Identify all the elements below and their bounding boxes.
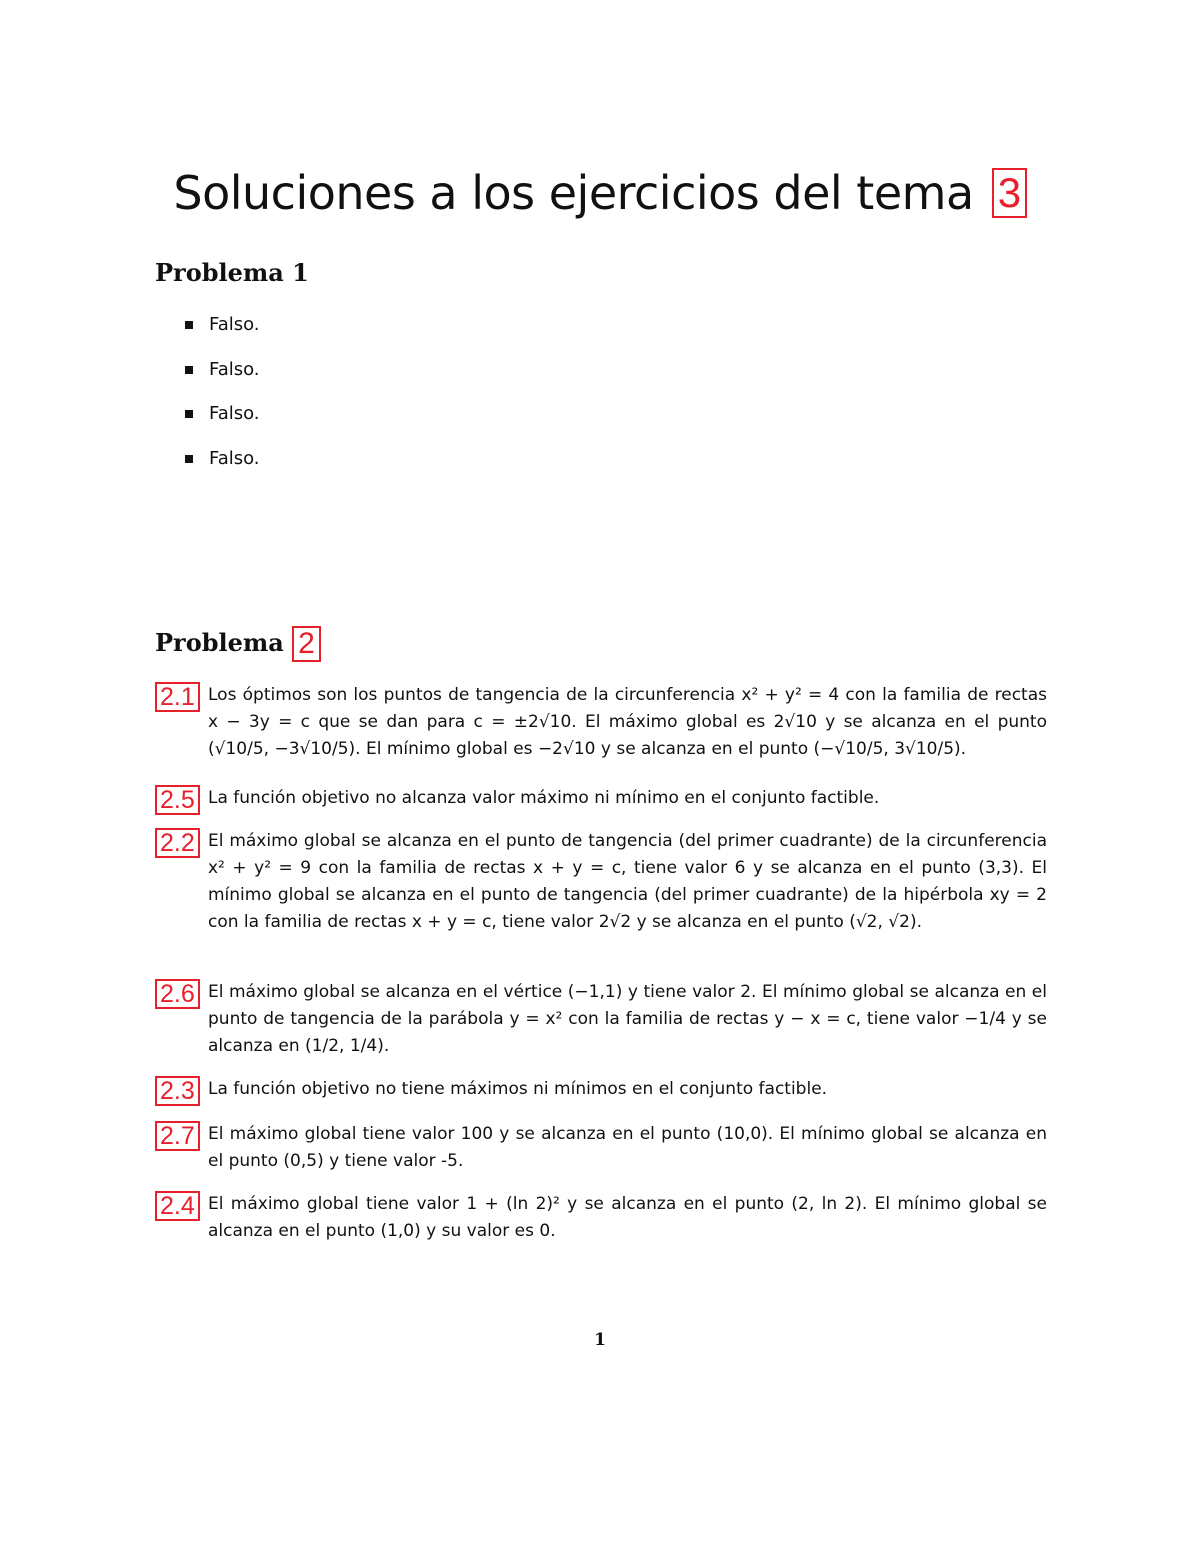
title-text: Soluciones a los ejercicios del tema bbox=[173, 166, 974, 220]
solution-item bbox=[155, 828, 1047, 936]
page-title bbox=[0, 166, 1200, 220]
bullet-square-icon bbox=[185, 410, 193, 418]
problem2-heading: Problema 2 bbox=[155, 626, 321, 662]
list-item: Falso. bbox=[185, 357, 260, 402]
solution-text: La función objetivo no alcanza valor máximo ni mínimo en el conjunto factible. bbox=[208, 788, 880, 808]
solution-text: La función objetivo no tiene máximos ni mínimos en el conjunto factible. bbox=[208, 1079, 828, 1099]
problem2-ref-link[interactable]: 2 bbox=[292, 626, 321, 662]
solution-item bbox=[155, 1121, 1047, 1175]
bullet-square-icon bbox=[185, 455, 193, 463]
solution-text: Los óptimos son los puntos de tangencia de la circunferencia x² + y² = 4 con la familia de rectas x − 3y = c que se dan para c = ±2√10. El máximo global es 2√10 y se alcanza en el punto (√10/5, −3√10/5). El mínimo global es −2√10 y se alcanza en el punto (−√10/5, 3√10/5). bbox=[208, 685, 1047, 759]
solution-ref-link[interactable]: 2.3 bbox=[155, 1076, 200, 1106]
page-number: 1 bbox=[594, 1330, 606, 1350]
solution-ref-link[interactable]: 2.2 bbox=[155, 828, 200, 858]
problem1-heading: Problema 1 bbox=[155, 258, 309, 287]
bullet-square-icon bbox=[185, 366, 193, 374]
list-item: Falso. bbox=[185, 446, 260, 491]
bullet-square-icon bbox=[185, 321, 193, 329]
solution-item bbox=[155, 1076, 1047, 1103]
solution-item bbox=[155, 785, 1047, 812]
solution-ref-link[interactable]: 2.6 bbox=[155, 979, 200, 1009]
title-ref-link[interactable]: 3 bbox=[992, 168, 1027, 218]
solution-item bbox=[155, 1191, 1047, 1245]
problem1-list bbox=[185, 312, 260, 491]
solution-ref-link[interactable]: 2.7 bbox=[155, 1121, 200, 1151]
list-item: Falso. bbox=[185, 401, 260, 446]
solution-text: El máximo global tiene valor 1 + (ln 2)² y se alcanza en el punto (2, ln 2). El mínimo global se alcanza en el punto (1,0) y su valor es 0. bbox=[208, 1194, 1047, 1241]
solution-text: El máximo global tiene valor 100 y se alcanza en el punto (10,0). El mínimo global se alcanza en el punto (0,5) y tiene valor -5. bbox=[208, 1124, 1047, 1171]
solution-ref-link[interactable]: 2.1 bbox=[155, 682, 200, 712]
solution-item bbox=[155, 682, 1047, 763]
solution-ref-link[interactable]: 2.5 bbox=[155, 785, 200, 815]
solution-ref-link[interactable]: 2.4 bbox=[155, 1191, 200, 1221]
list-item: Falso. bbox=[185, 312, 260, 357]
solution-item bbox=[155, 979, 1047, 1060]
solution-text: El máximo global se alcanza en el vértice (−1,1) y tiene valor 2. El mínimo global se alcanza en el punto de tangencia de la parábola y = x² con la familia de rectas y − x = c, tiene valor −1/4 y se alcanza en (1/2, 1/4). bbox=[208, 982, 1047, 1056]
solution-text: El máximo global se alcanza en el punto de tangencia (del primer cuadrante) de la circunferencia x² + y² = 9 con la familia de rectas x + y = c, tiene valor 6 y se alcanza en el punto (3,3). El mínimo global se alcanza en el punto de tangencia (del primer cuadrante) de la hipérbola xy = 2 con la familia de rectas x + y = c, tiene valor 2√2 y se alcanza en el punto (√2, √2). bbox=[208, 831, 1047, 932]
